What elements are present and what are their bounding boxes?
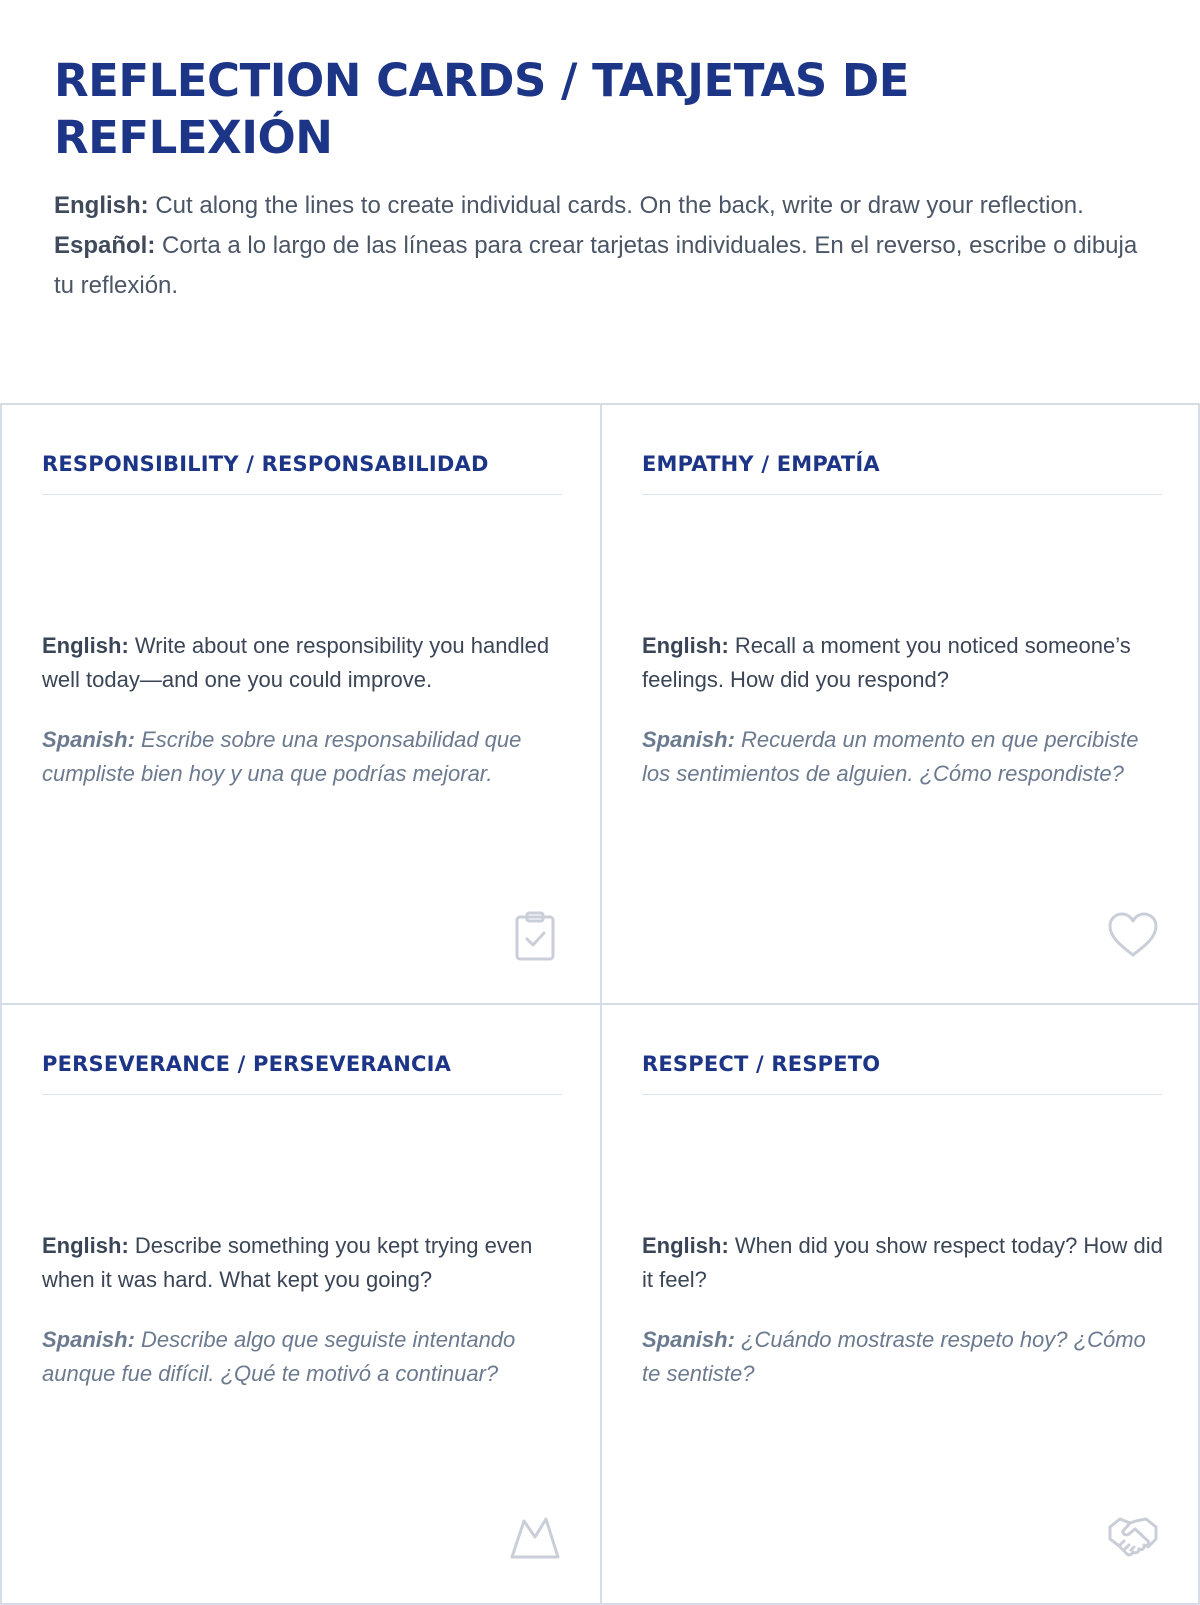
spanish-label: Spanish:	[42, 1327, 135, 1352]
english-label: English:	[642, 1233, 729, 1258]
spanish-label: Spanish:	[642, 1327, 735, 1352]
card-prompt-english	[42, 629, 564, 697]
english-label: English:	[642, 633, 729, 658]
english-text: When did you show respect today? How did it feel?	[642, 1233, 1163, 1292]
card-perseverance	[0, 1005, 600, 1605]
card-title: EMPATHY / EMPATÍA	[642, 449, 1162, 495]
card-body	[42, 1145, 564, 1475]
page-header	[54, 52, 1154, 306]
instructions-spanish-label: Español:	[54, 232, 156, 259]
card-title: PERSEVERANCE / PERSEVERANCIA	[42, 1049, 562, 1095]
card-grid	[0, 403, 1200, 1602]
english-text: Recall a moment you noticed someone’s feelings. How did you respond?	[642, 633, 1131, 692]
spanish-label: Spanish:	[42, 727, 135, 752]
card-prompt-spanish	[42, 723, 564, 791]
card-respect	[600, 1005, 1200, 1605]
instructions-spanish-text: Corta a lo largo de las líneas para crear tarjetas individuales. En el reverso, escribe o dibuja tu reflexión.	[54, 232, 1138, 299]
card-prompt-english	[642, 629, 1164, 697]
card-prompt-spanish	[642, 1323, 1164, 1391]
english-text: Write about one responsibility you handled well today—and one you could improve.	[42, 633, 550, 692]
spanish-text: ¿Cuándo mostraste respeto hoy? ¿Cómo te sentiste?	[642, 1327, 1146, 1386]
page-title: REFLECTION CARDS / TARJETAS DE REFLEXIÓN	[54, 54, 909, 164]
spanish-label: Spanish:	[642, 727, 735, 752]
instructions-english	[54, 186, 1154, 226]
card-prompt-spanish	[42, 1323, 564, 1391]
card-responsibility	[0, 405, 600, 1005]
english-text: Describe something you kept trying even when it was hard. What kept you going?	[42, 1233, 533, 1292]
card-body	[642, 1145, 1164, 1475]
english-label: English:	[42, 1233, 129, 1258]
card-empathy	[600, 405, 1200, 1005]
instructions	[54, 186, 1154, 306]
card-prompt-spanish	[642, 723, 1164, 791]
clipboard-check-icon	[508, 909, 562, 963]
handshake-icon	[1106, 1509, 1160, 1563]
heart-icon	[1106, 909, 1160, 963]
spanish-text: Recuerda un momento en que percibiste los sentimientos de alguien. ¿Cómo respondiste?	[642, 727, 1139, 786]
card-body	[642, 545, 1164, 875]
spanish-text: Describe algo que seguiste intentando aunque fue difícil. ¿Qué te motivó a continuar?	[42, 1327, 516, 1386]
instructions-spanish	[54, 226, 1154, 306]
card-title: RESPECT / RESPETO	[642, 1049, 1162, 1095]
card-prompt-english	[42, 1229, 564, 1297]
card-body	[42, 545, 564, 875]
english-label: English:	[42, 633, 129, 658]
card-prompt-english	[642, 1229, 1164, 1297]
instructions-english-label: English:	[54, 192, 149, 219]
spanish-text: Escribe sobre una responsabilidad que cumpliste bien hoy y una que podrías mejorar.	[42, 727, 522, 786]
card-title: RESPONSIBILITY / RESPONSABILIDAD	[42, 449, 562, 495]
mountain-icon	[508, 1509, 562, 1563]
instructions-english-text: Cut along the lines to create individual cards. On the back, write or draw your reflection.	[148, 192, 1084, 219]
